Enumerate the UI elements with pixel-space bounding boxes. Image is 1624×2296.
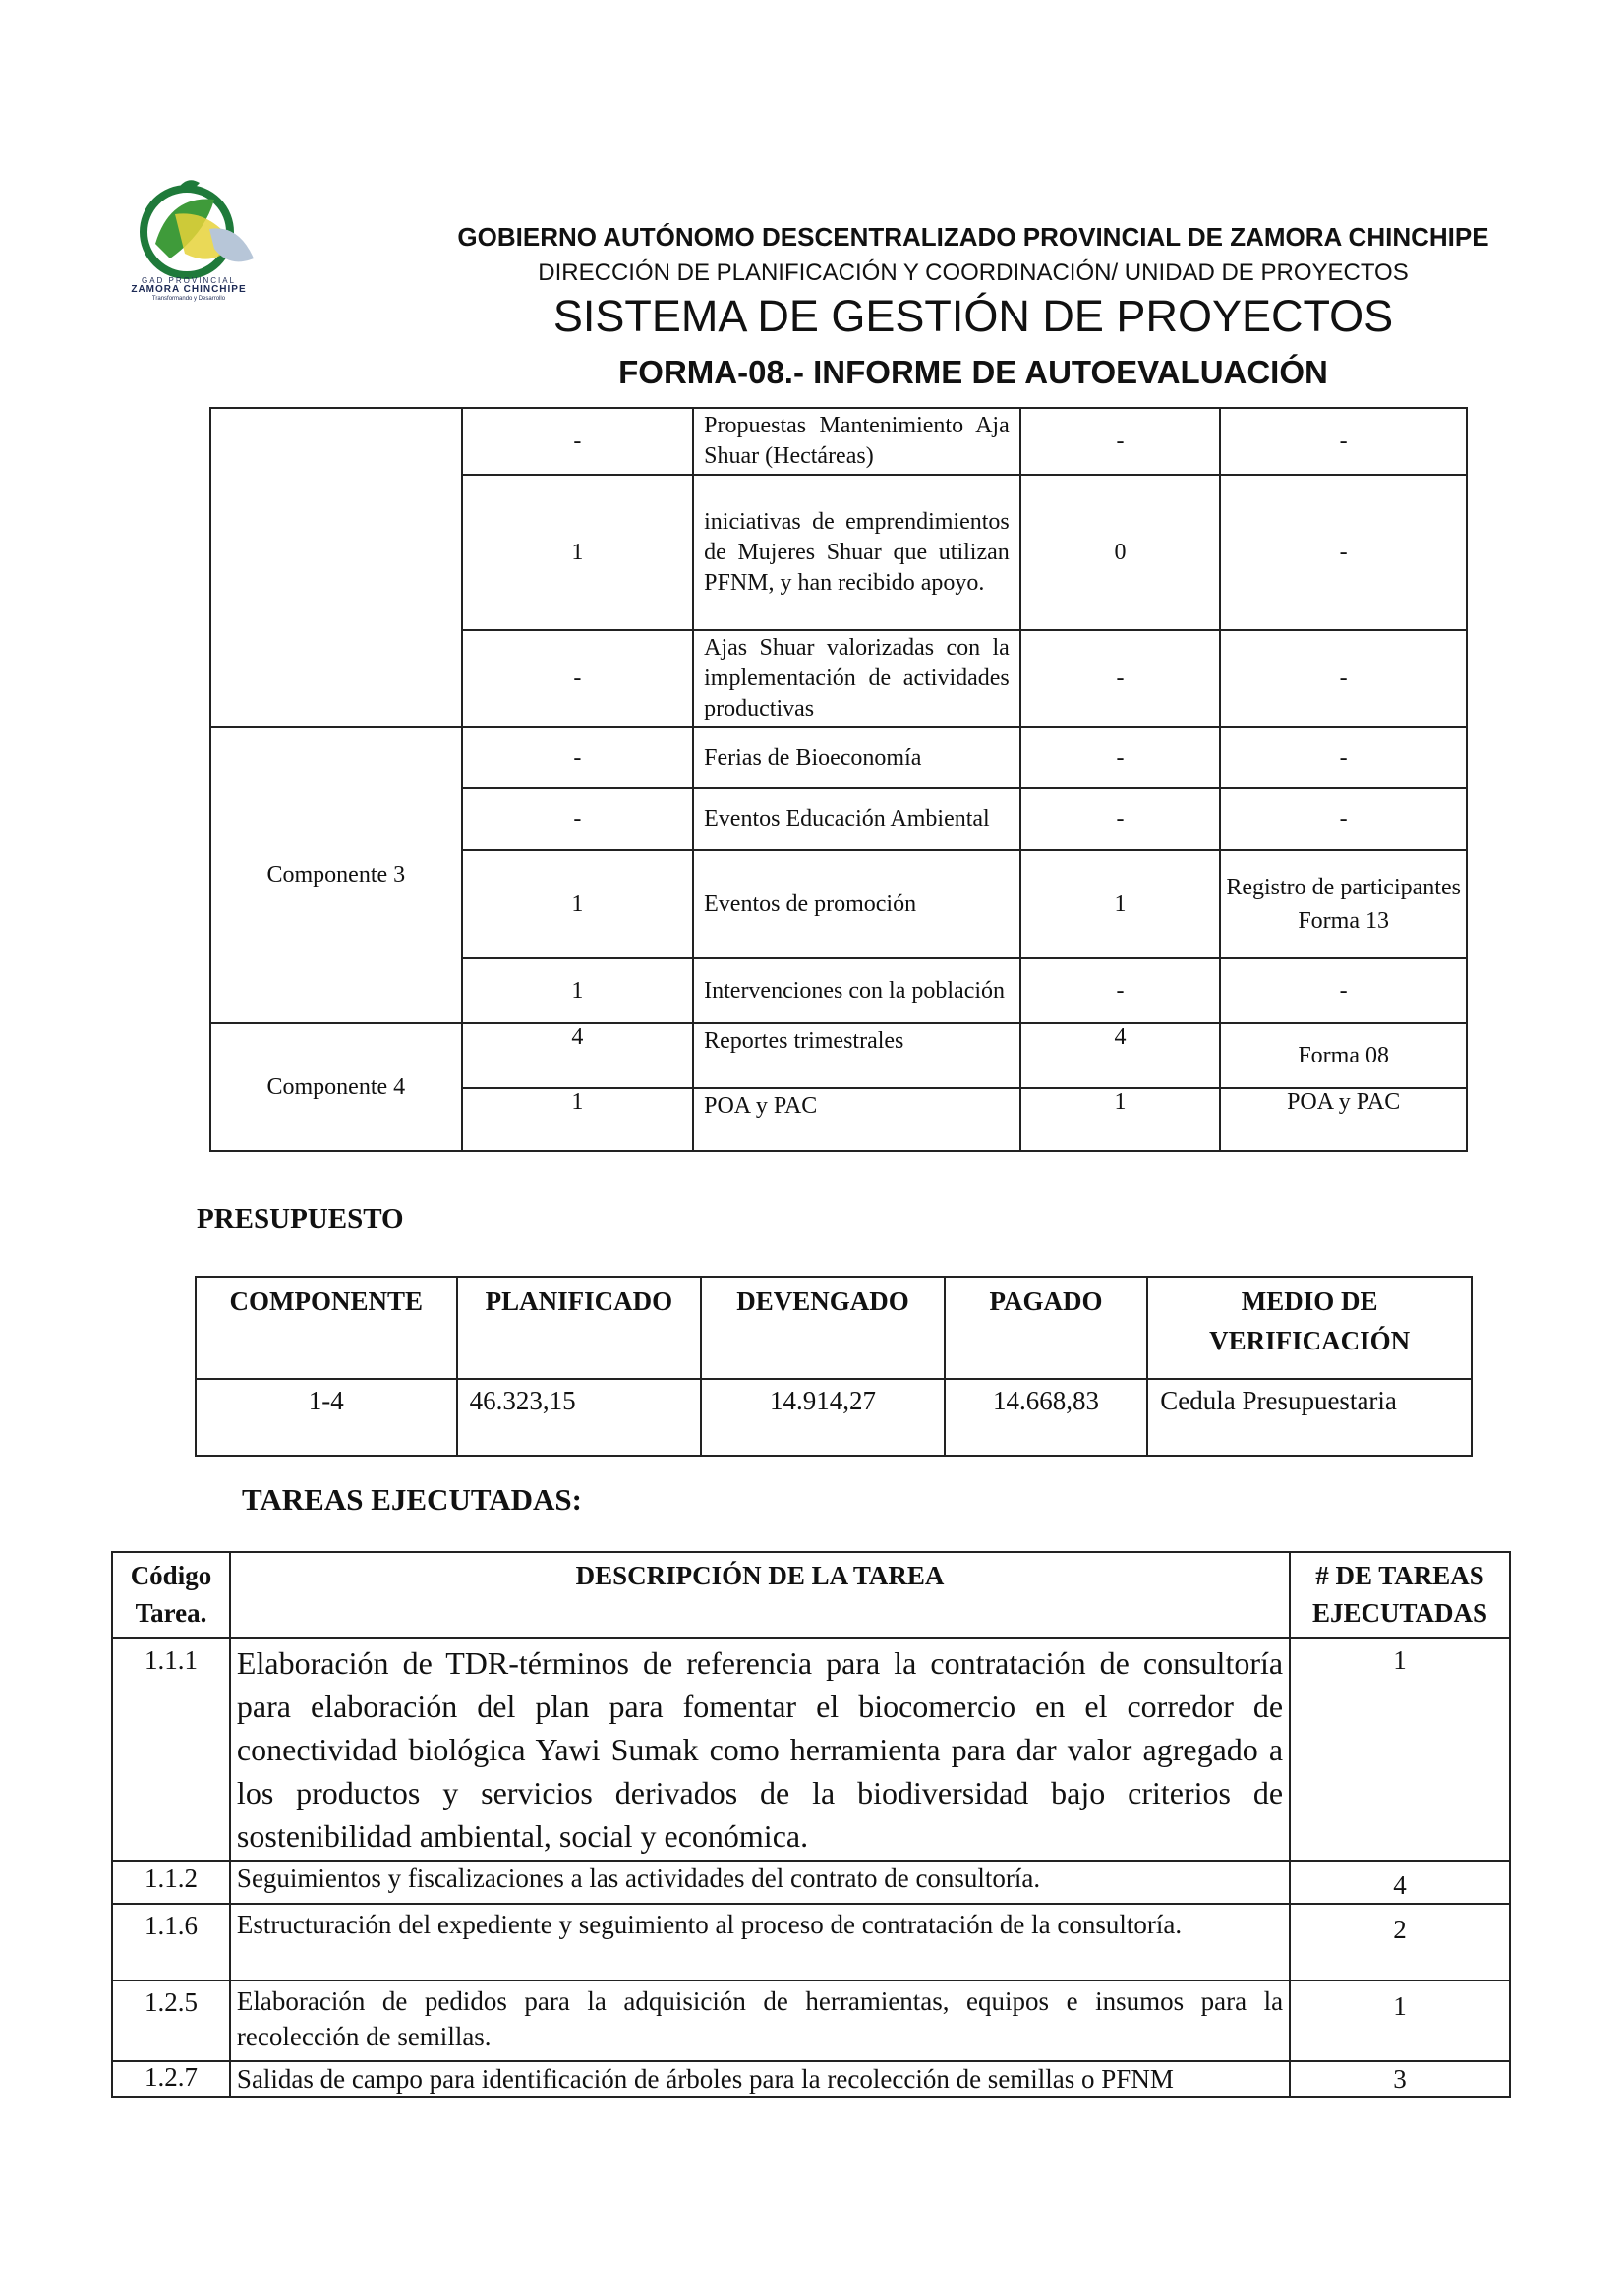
verification-cell: - [1220,958,1467,1023]
col-header-accrued: DEVENGADO [701,1277,945,1379]
col-header-description: DESCRIPCIÓN DE LA TAREA [230,1552,1290,1638]
verification-cell: - [1220,727,1467,788]
planned-cell: - [462,630,693,727]
task-count: 1 [1290,1638,1510,1861]
verification-cell: - [1220,788,1467,850]
org-name: GOBIERNO AUTÓNOMO DESCENTRALIZADO PROVINCIAL DE ZAMORA CHINCHIPE [457,222,1489,252]
budget-verification: Cedula Presupuestaria [1147,1379,1472,1456]
verification-cell: Registro de participantes Forma 13 [1220,850,1467,958]
task-code: 1.2.5 [112,1980,230,2061]
task-description: Elaboración de pedidos para la adquisición de herramientas, equipos e insumos para la recolección de semillas. [230,1980,1290,2061]
table-row [112,1980,1510,2061]
verification-cell: POA y PAC [1220,1088,1467,1151]
task-code: 1.2.7 [112,2061,230,2097]
table-row [112,2061,1510,2097]
table-row [112,1904,1510,1980]
planned-cell: 1 [462,850,693,958]
task-count: 1 [1290,1980,1510,2061]
component-cell-empty [210,408,462,727]
executed-cell: 1 [1020,850,1221,958]
budget-accrued: 14.914,27 [701,1379,945,1456]
executed-cell: - [1020,630,1221,727]
activity-desc: Reportes trimestrales [693,1023,1020,1088]
executed-cell: 1 [1020,1088,1221,1151]
col-header-verification: MEDIO DE VERIFICACIÓN [1147,1277,1472,1379]
task-count: 4 [1290,1861,1510,1904]
table-row [210,408,1467,475]
system-title: SISTEMA DE GESTIÓN DE PROYECTOS [552,291,1394,341]
task-description: Estructuración del expediente y seguimiento al proceso de contratación de la consultoría. [230,1904,1290,1980]
activity-desc: POA y PAC [693,1088,1020,1151]
planned-cell: 4 [462,1023,693,1088]
components-table [209,407,1468,1152]
planned-cell: - [462,408,693,475]
verification-cell: - [1220,408,1467,475]
executed-cell: - [1020,408,1221,475]
col-header-paid: PAGADO [945,1277,1147,1379]
task-description: Salidas de campo para identificación de árboles para la recolección de semillas o PFNM [230,2061,1290,2097]
budget-paid: 14.668,83 [945,1379,1147,1456]
budget-component: 1-4 [196,1379,457,1456]
budget-planned: 46.323,15 [457,1379,702,1456]
planned-cell: 1 [462,958,693,1023]
logo-caption [112,277,265,302]
executed-cell: 0 [1020,475,1221,630]
executed-cell: - [1020,727,1221,788]
department-name: DIRECCIÓN DE PLANIFICACIÓN Y COORDINACIÓN/ UNIDAD DE PROYECTOS [538,259,1409,286]
activity-desc: Eventos de promoción [693,850,1020,958]
col-header-code: Código Tarea. [112,1552,230,1638]
col-header-count: # DE TAREAS EJECUTADAS [1290,1552,1510,1638]
activity-desc: iniciativas de emprendimientos de Mujeres Shuar que utilizan PFNM, y han recibido apoyo. [693,475,1020,630]
table-row [210,1023,1467,1088]
activity-desc: Propuestas Mantenimiento Aja Shuar (Hectáreas) [693,408,1020,475]
task-code: 1.1.6 [112,1904,230,1980]
verification-cell: Forma 08 [1220,1023,1467,1088]
form-title: FORMA-08.- INFORME DE AUTOEVALUACIÓN [618,354,1328,390]
task-code: 1.1.2 [112,1861,230,1904]
executed-cell: - [1020,788,1221,850]
activity-desc: Intervenciones con la población [693,958,1020,1023]
planned-cell: 1 [462,1088,693,1151]
col-header-planned: PLANIFICADO [457,1277,702,1379]
table-row [196,1379,1472,1456]
table-row [210,727,1467,788]
logo-caption-line1: GAD PROVINCIAL [141,276,236,285]
col-header-component: COMPONENTE [196,1277,457,1379]
tasks-title: TAREAS EJECUTADAS: [242,1482,582,1517]
activity-desc: Eventos Educación Ambiental [693,788,1020,850]
logo-caption-line2: ZAMORA CHINCHIPE [131,284,247,296]
planned-cell: - [462,727,693,788]
executed-cell: - [1020,958,1221,1023]
activity-desc: Ferias de Bioeconomía [693,727,1020,788]
budget-table [195,1276,1473,1457]
executed-cell: 4 [1020,1023,1221,1088]
activity-desc: Ajas Shuar valorizadas con la implementación de actividades productivas [693,630,1020,727]
component-label: Componente 3 [210,727,462,1023]
component-label: Componente 4 [210,1023,462,1151]
logo-caption-line3: Transformando y Desarrollo [151,295,226,302]
table-header-row [196,1277,1472,1379]
verification-cell: - [1220,475,1467,630]
table-row [112,1861,1510,1904]
table-row [112,1638,1510,1861]
planned-cell: 1 [462,475,693,630]
budget-title: PRESUPUESTO [197,1203,404,1234]
tasks-table [111,1551,1511,2098]
planned-cell: - [462,788,693,850]
task-description: Elaboración de TDR-términos de referencia para la contratación de consultoría para elaboración del plan para fomentar el biocomercio en el corredor de conectividad biológica Yawi Sumak como herramienta para dar valor agregado a los productos y servicios derivados de la biodiversidad bajo criterios de sostenibilidad ambiental, social y económica. [230,1638,1290,1861]
task-count: 3 [1290,2061,1510,2097]
task-count: 2 [1290,1904,1510,1980]
task-description: Seguimientos y fiscalizaciones a las actividades del contrato de consultoría. [230,1861,1290,1904]
task-code: 1.1.1 [112,1638,230,1861]
table-header-row [112,1552,1510,1638]
verification-cell: - [1220,630,1467,727]
